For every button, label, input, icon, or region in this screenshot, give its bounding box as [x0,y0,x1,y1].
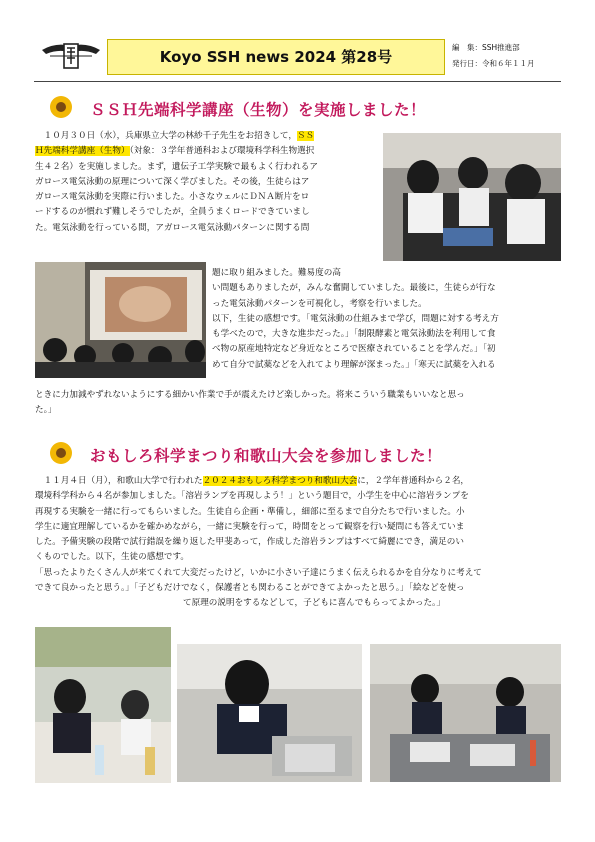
photo-event-table [35,627,171,783]
s1-highlight-2: Ｈ先端科学講座（生物） [35,146,130,157]
section2-body [35,474,562,612]
s1-line-14: めて自分で試薬などを入れてより理解が深まった。」「寒天に試薬を入れる [212,359,496,370]
s2-highlight: ２０２４おもしろ科学まつり和歌山大会 [202,476,358,486]
s2-line-8: できて良かったと思う。」「子どもだけでなく，保護者とも関わることができてよかったと思う。」「絵などを使っ [35,583,465,594]
header-divider [34,81,561,82]
s1-line-13: べ物の原産地特定など身近なところで医療されていることを学んだ。」「初 [212,344,496,355]
photo-students-lab [383,133,561,261]
sunflower-icon [50,442,72,464]
section1-title: ＳＳＨ先端科学講座（生物）を実施しました！ [90,101,427,119]
s2-line-6: くものでした。以下，生徒の感想です。 [35,552,190,563]
s1-line-4: ガロース電気泳動の原理について深く学びました。その後，生徒らはア [35,176,310,187]
s2-line-1a: １１月４日（月），和歌山大学で行われた [35,476,203,486]
s1-line-1a: １０月３０日（水），兵庫県立大学の林紗千子先生をお招きして， [35,131,297,141]
issue-date: 発行日：令和６年１１月 [452,59,535,68]
s1-line-5: ガロース電気泳動を実際に行いました。小さなウェルにＤＮＡ断片をロ [35,192,310,203]
s1-highlight-1: ＳＳ [296,131,315,141]
s1-line-16: た。」 [35,405,57,416]
s1-line-10: った電気泳動パターンを可視化し，考察を行いました。 [212,298,427,309]
photo-lava-lamp-activity [370,644,561,782]
s2-line-4: 学生に適宜理解しているかを確かめながら，一緒に実験を行って，時間をとって観察を行い疑問にも答えていま [35,521,465,532]
sunflower-icon [50,96,72,118]
s2-line-5: した。予備実験の段階で試行錯誤を繰り返した甲斐あって，作成した溶岩ランプはすべて綺麗にでき，満足のい [35,537,464,548]
editor-label: 編 集：SSH推進部 [452,43,520,52]
section2-title: おもしろ科学まつり和歌山大会を参加しました！ [90,447,443,465]
s2-line-2: 環境科学科から４名が参加しました。「溶岩ランプを再現しよう！」という題目で，小学生を中心に溶岩ランプを [35,491,469,502]
school-logo [40,36,102,76]
s2-line-9: て原理の説明をするなどして，子どもに喜んでもらってよかった。」 [183,598,445,609]
section1-body-right [212,266,562,373]
section1-body-top [35,129,380,236]
s2-line-3: 再現する実験を一緒に行ってもらいました。生徒自ら企画・準備し，細部に至るまで自分たちで行いました。小 [35,506,465,517]
s1-line-11: 以下，生徒の感想です。「電気泳動の仕組みまで学び，問題に対する考え方 [212,313,499,324]
s1-line-2b: （対象：３学年普通科および環境科学科生物選択 [129,146,315,157]
photo-student-working [177,644,362,782]
newsletter-title: Koyo SSH news 2024 第28号 [159,48,393,66]
s1-line-8: 題に取り組みました。難易度の高 [212,268,341,278]
s2-line-1c: に，２学年普通科から２名， [357,476,470,486]
s1-line-9: い問題もありましたが，みんな奮闘していました。最後に，生徒らが行な [212,283,496,294]
s2-line-7: 「思ったよりたくさん人が来てくれて大変だったけど，いかに小さい子達にうまく伝えられるかを自分なりに考えて [35,567,482,578]
s1-line-15: ときに力加減やずれないようにする細かい作業で手が震えたけど楽しかった。将来こういう職業もいいなと思っ [35,390,465,400]
s1-line-6: ードするのが慣れず難しそうでしたが，全員うまくロードできていまし [35,207,310,218]
section1-body-bottom [35,388,562,419]
s1-line-7: た。電気泳動を行っている間，アガロース電気泳動パターンに関する問 [35,222,310,233]
s1-line-3: 生４２名）を実施しました。まず，遺伝子工学実験で最もよく行われるア [35,161,318,172]
s1-line-12: も学べたので，大きな進歩だった。」「制限酵素と電気泳動法を利用して食 [212,329,496,340]
photo-lecture-projector [35,262,206,378]
